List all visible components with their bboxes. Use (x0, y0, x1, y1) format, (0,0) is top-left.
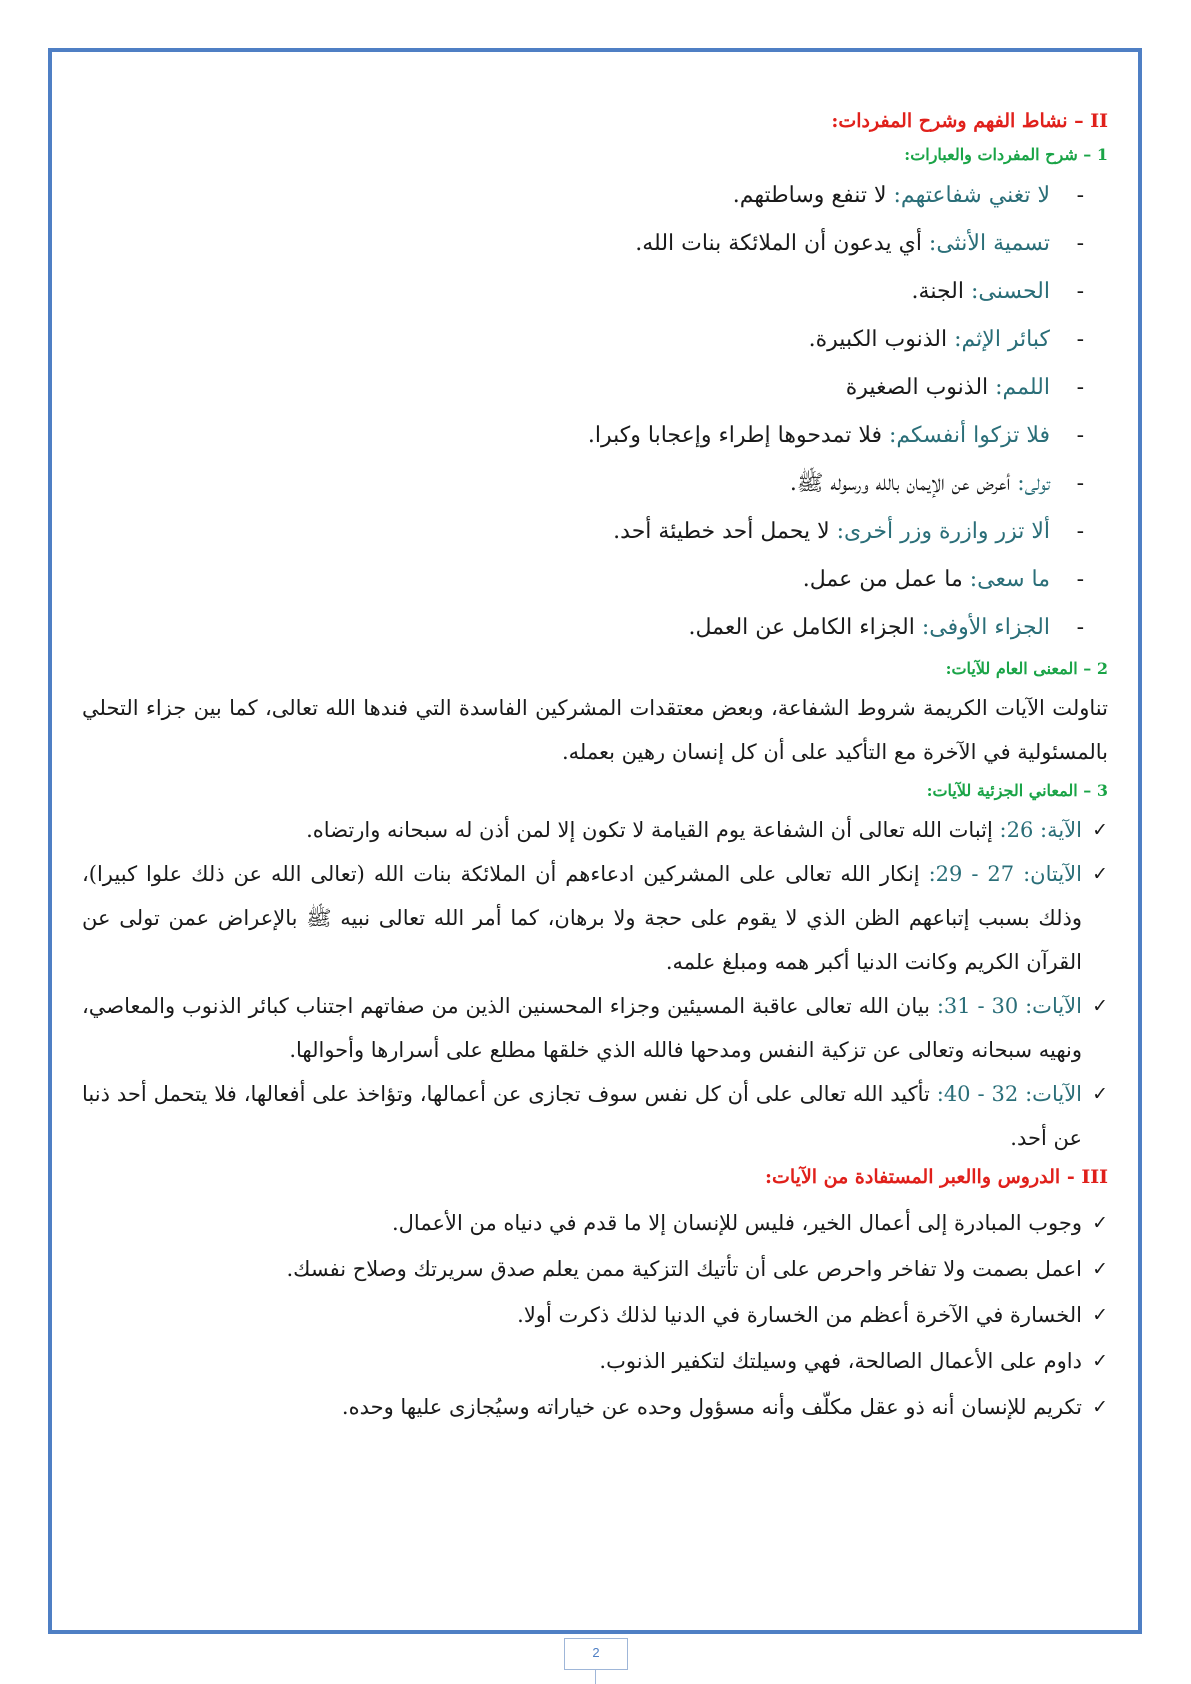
vocab-term: تولى: (1017, 471, 1050, 496)
vocab-item (82, 460, 1108, 508)
verse-reference: الآيتان: 27 - 29: (928, 862, 1082, 886)
lesson-text: تكريم للإنسان أنه ذو عقل مكلّف وأنه مسؤول وحده عن خياراته وسيُجازى عليها وحده. (341, 1395, 1082, 1419)
page-number-connector (595, 1670, 596, 1684)
dash-bullet: - (1076, 183, 1084, 208)
checkmark-icon: ✓ (1092, 1258, 1108, 1280)
vocab-item (82, 268, 1108, 316)
vocab-subheading: 1 – شرح المفردات والعبارات: (904, 145, 1108, 164)
vocab-term: ما سعى: (969, 567, 1050, 592)
vocab-term: تسمية الأنثى: (928, 231, 1050, 256)
checkmark-icon: ✓ (1092, 1212, 1108, 1234)
vocab-list (82, 172, 1108, 652)
verse-reference: الآية: 26: (999, 818, 1082, 842)
vocab-term: الحسنى: (970, 279, 1050, 304)
vocab-definition: أعرض عن الإيمان بالله ورسوله ﷺ. (789, 471, 1018, 496)
verse-reference: الآيات: 32 - 40: (936, 1082, 1083, 1106)
vocab-term: الجزاء الأوفى: (921, 615, 1050, 640)
vocab-term: فلا تزكوا أنفسكم: (888, 423, 1050, 448)
checkmark-icon: ✓ (1092, 819, 1108, 841)
vocab-item (82, 604, 1108, 652)
lesson-item (82, 1338, 1108, 1384)
vocab-item (82, 220, 1108, 268)
dash-bullet: - (1076, 231, 1084, 256)
dash-bullet: - (1076, 519, 1084, 544)
lesson-item (82, 1292, 1108, 1338)
lessons-list (82, 1200, 1108, 1430)
lesson-item (82, 1384, 1108, 1430)
partial-meanings-list (82, 808, 1108, 1160)
vocab-definition: لا تنفع وساطتهم. (732, 183, 894, 208)
dash-bullet: - (1076, 471, 1084, 496)
dash-bullet: - (1076, 375, 1084, 400)
checkmark-icon: ✓ (1092, 863, 1108, 885)
checkmark-icon: ✓ (1092, 1396, 1108, 1418)
vocab-term: كبائر الإثم: (954, 327, 1050, 352)
partial-meaning-text: بيان الله تعالى عاقبة المسيئين وجزاء المحسنين الذين من صفاتهم اجتناب كبائر الذنوب والمعاصي، ونهيه سبحانه وتعالى عن تزكية النفس ومدحها فالله الذي خلقها مطلع على أسرارها وأحوالها. (82, 994, 1082, 1062)
vocab-definition: الذنوب الكبيرة. (808, 327, 955, 352)
general-meaning-subheading: 2 – المعنى العام للآيات: (945, 659, 1108, 678)
lesson-text: اعمل بصمت ولا تفاخر واحرص على أن تأتيك التزكية ممن يعلم صدق سريرتك وصلاح نفسك. (286, 1257, 1082, 1281)
checkmark-icon: ✓ (1092, 1304, 1108, 1326)
vocab-term: اللمم: (995, 375, 1050, 400)
checkmark-icon: ✓ (1092, 995, 1108, 1017)
lesson-text: داوم على الأعمال الصالحة، فهي وسيلتك لتكفير الذنوب. (599, 1349, 1082, 1373)
general-meaning-paragraph: تناولت الآيات الكريمة شروط الشفاعة، وبعض معتقدات المشركين الفاسدة التي فندها الله تعالى، كما بين جزاء التحلي بالمسئولية في الآخرة مع التأكيد على أن كل إنسان رهين بعمله. (82, 696, 1108, 764)
vocab-item (82, 412, 1108, 460)
vocab-item (82, 508, 1108, 556)
checkmark-icon: ✓ (1092, 1083, 1108, 1105)
vocab-definition: أي يدعون أن الملائكة بنات الله. (635, 231, 929, 256)
partial-meaning-item (82, 1072, 1108, 1160)
lesson-item (82, 1200, 1108, 1246)
dash-bullet: - (1076, 567, 1084, 592)
page-content (82, 108, 1108, 1430)
vocab-definition: الجنة. (911, 279, 971, 304)
vocab-item (82, 556, 1108, 604)
vocab-term: لا تغني شفاعتهم: (893, 183, 1050, 208)
dash-bullet: - (1076, 423, 1084, 448)
partial-meaning-text: إنكار الله تعالى على المشركين ادعاءهم أن الملائكة بنات الله (تعالى الله عن ذلك علوا كبيرا)، وذلك بسبب إتباعهم الظن الذي لا يقوم على حجة ولا برهان، كما أمر الله تعالى نبيه ﷺ بالإعراض عمن تولى عن القرآن الكريم وكانت الدنيا أكبر همه ومبلغ علمه. (82, 862, 1082, 974)
vocab-item (82, 172, 1108, 220)
partial-meaning-item (82, 852, 1108, 984)
partial-meanings-subheading: 3 – المعاني الجزئية للآيات: (926, 781, 1108, 800)
vocab-definition: الجزاء الكامل عن العمل. (688, 615, 922, 640)
vocab-definition: فلا تمدحوها إطراء وإعجابا وكبرا. (587, 423, 889, 448)
verse-reference: الآيات: 30 - 31: (936, 994, 1082, 1018)
page-number: 2 (564, 1638, 628, 1670)
vocab-definition: ما عمل من عمل. (802, 567, 970, 592)
partial-meaning-text: إثبات الله تعالى أن الشفاعة يوم القيامة لا تكون إلا لمن أذن له سبحانه وارتضاه. (306, 818, 1000, 842)
vocab-definition: لا يحمل أحد خطيئة أحد. (613, 519, 837, 544)
vocab-item (82, 364, 1108, 412)
vocab-term: ألا تزر وازرة وزر أخرى: (836, 519, 1050, 544)
vocab-definition: الذنوب الصغيرة (845, 375, 996, 400)
lesson-text: وجوب المبادرة إلى أعمال الخير، فليس للإنسان إلا ما قدم في دنياه من الأعمال. (392, 1211, 1082, 1235)
dash-bullet: - (1076, 615, 1084, 640)
vocab-item (82, 316, 1108, 364)
section2-heading: II – نشاط الفهم وشرح المفردات: (831, 110, 1108, 132)
checkmark-icon: ✓ (1092, 1350, 1108, 1372)
partial-meaning-text: تأكيد الله تعالى على أن كل نفس سوف تجازى عن أعمالها، وتؤاخذ على أفعالها، فلا يتحمل أحد ذنبا عن أحد. (82, 1082, 1082, 1150)
partial-meaning-item (82, 984, 1108, 1072)
lesson-item (82, 1246, 1108, 1292)
partial-meaning-item (82, 808, 1108, 852)
dash-bullet: - (1076, 279, 1084, 304)
lesson-text: الخسارة في الآخرة أعظم من الخسارة في الدنيا لذلك ذكرت أولا. (517, 1303, 1082, 1327)
dash-bullet: - (1076, 327, 1084, 352)
section3-heading: III - الدروس واالعبر المستفادة من الآيات: (764, 1166, 1108, 1188)
